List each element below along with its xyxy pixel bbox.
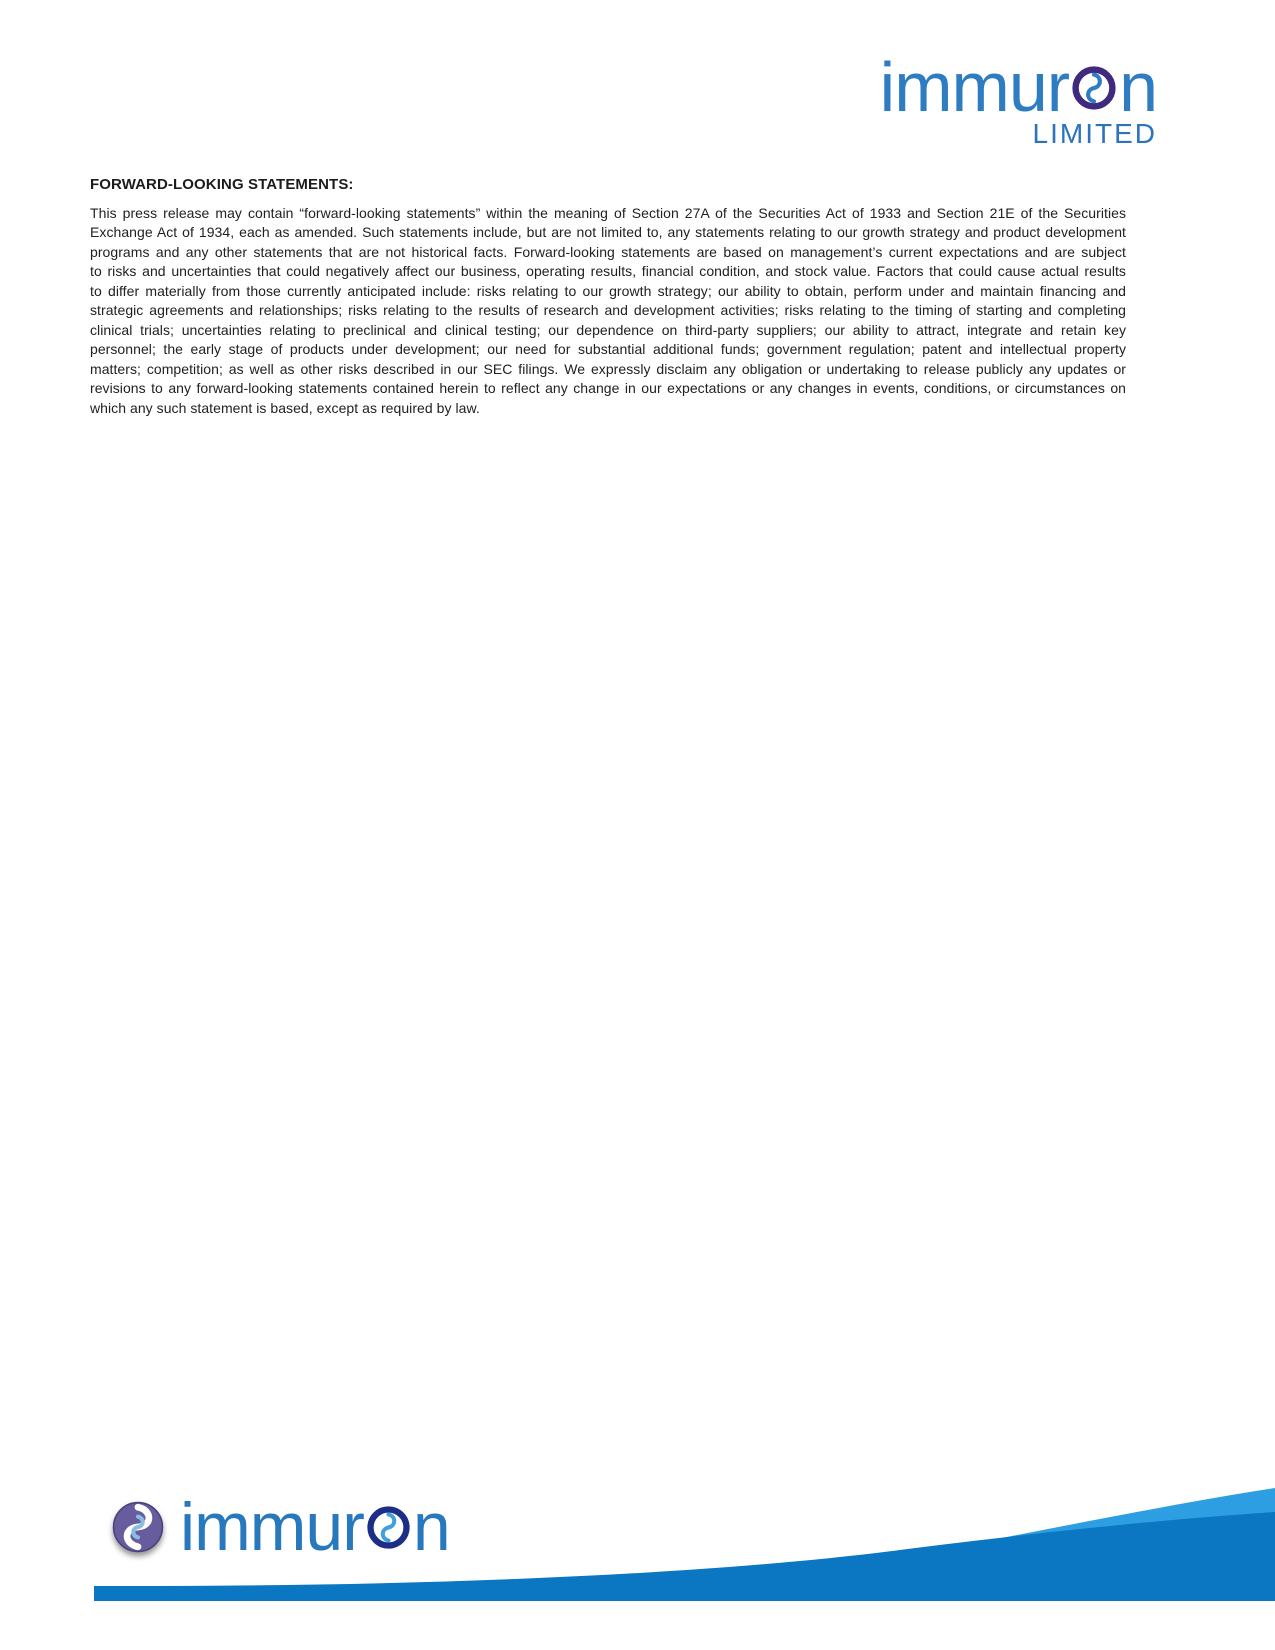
paragraph-line: to differ materially from those currently anticipated include: risks relating to our growth strategy; our ability to obtain, perform under and maintain financing and	[90, 282, 1126, 299]
paragraph-line: Exchange Act of 1934, each as amended. Such statements include, but are not limited to, any statements relating to our growth strategy and product development	[90, 224, 1126, 241]
paragraph-line: clinical trials; uncertainties relating to preclinical and clinical testing; our dependence on third-party suppliers; our ability to attract, integrate and retain key	[90, 321, 1126, 338]
forward-looking-paragraph	[90, 204, 1126, 418]
paragraph-line: personnel; the early stage of products under development; our need for substantial additional funds; government regulation; patent and intellectual property	[90, 341, 1126, 358]
brand-word-suffix: n	[1119, 48, 1157, 126]
footer-word-suffix: n	[412, 1489, 450, 1565]
paragraph-line: revisions to any forward-looking statements contained herein to reflect any change in our expectations or any changes in events, conditions, or circumstances on	[90, 380, 1126, 397]
section-heading: FORWARD-LOOKING STATEMENTS:	[90, 176, 354, 193]
paragraph-line: matters; competition; as well as other risks described in our SEC filings. We expressly disclaim any obligation or undertaking to release publicly any updates or	[90, 360, 1126, 377]
footer-word-prefix: immur	[180, 1489, 364, 1565]
paragraph-line: to risks and uncertainties that could negatively affect our business, operating results, financial condition, and stock value. Factors that could cause actual results	[90, 263, 1126, 280]
swirl-o-icon	[1071, 52, 1117, 122]
footer-wordmark	[180, 1489, 450, 1565]
header-brand-logo	[879, 48, 1157, 149]
footer-brand-logo	[112, 1489, 450, 1565]
paragraph-line: strategic agreements and relationships; risks relating to the results of research and development activities; risks relating to the timing of starting and completing	[90, 302, 1126, 319]
immuron-swirl-icon	[112, 1501, 164, 1553]
paragraph-line: This press release may contain “forward-looking statements” within the meaning of Section 27A of the Securities Act of 1933 and Section 21E of the Securities	[90, 205, 1126, 221]
brand-word-prefix: immur	[879, 48, 1070, 126]
brand-subtitle: LIMITED	[1032, 118, 1157, 149]
paragraph-line: programs and any other statements that are not historical facts. Forward-looking statements are based on management’s current expectations and are subject	[90, 243, 1126, 260]
brand-wordmark	[879, 48, 1157, 126]
swirl-o-icon	[366, 1493, 411, 1561]
paragraph-line: which any such statement is based, except as required by law.	[90, 399, 480, 416]
